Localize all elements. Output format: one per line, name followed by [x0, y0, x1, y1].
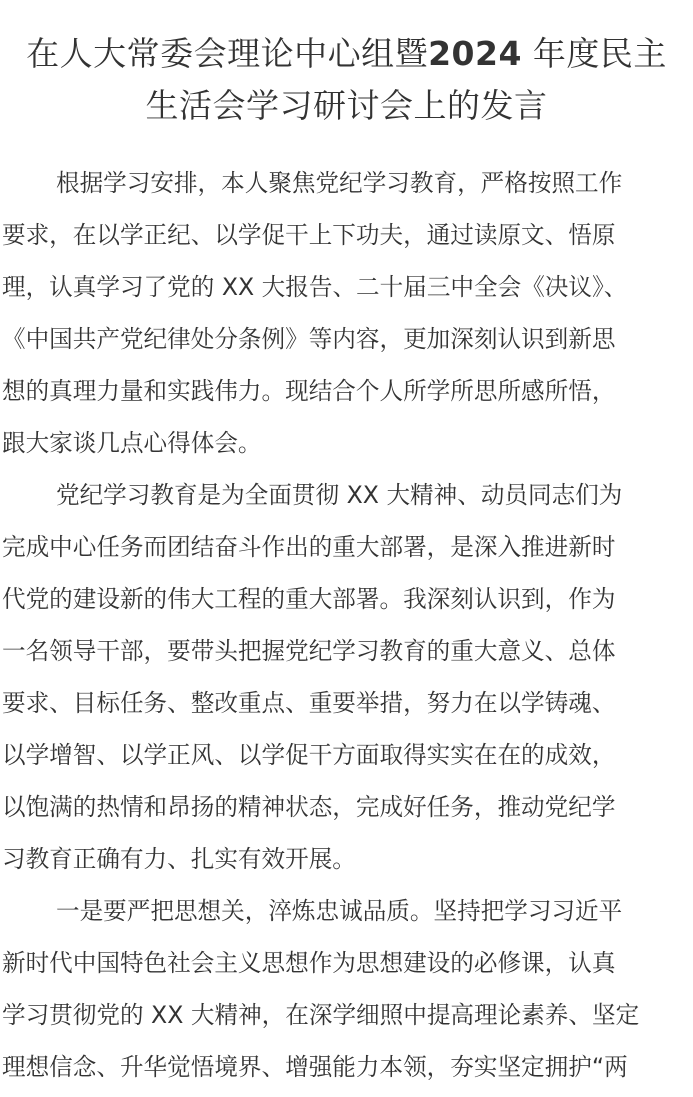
paragraph-line: 想的真理力量和实践伟力。现结合个人所学所思所感所悟， — [2, 377, 616, 405]
document-body — [2, 157, 692, 1093]
title-line-1-suffix: 年度民主 — [532, 34, 667, 73]
paragraph-line: 习教育正确有力、扎实有效开展。 — [2, 845, 356, 873]
paragraph-line: 以饱满的热情和昂扬的精神状态，完成好任务，推动党纪学 — [2, 793, 616, 821]
paragraph-line: 理，认真学习了党的 XX 大报告、二十届三中全会《决议》、 — [2, 273, 628, 301]
page-title — [0, 0, 693, 132]
paragraph-line: 学习贯彻党的 XX 大精神，在深学细照中提高理论素养、坚定 — [2, 1001, 640, 1029]
paragraph-line: 党纪学习教育是为全面贯彻 XX 大精神、动员同志们为 — [56, 481, 623, 509]
paragraph-line: 以学增智、以学正风、以学促干方面取得实实在在的成效， — [2, 741, 616, 769]
title-year: 2024 — [428, 34, 522, 73]
title-line-1-prefix: 在人大常委会理论中心组暨 — [26, 34, 429, 73]
paragraph-line: 完成中心任务而团结奋斗作出的重大部署，是深入推进新时 — [2, 533, 616, 561]
paragraph-3 — [2, 885, 692, 1093]
paragraph-line: 理想信念、升华觉悟境界、增强能力本领，夯实坚定拥护“两 — [2, 1053, 628, 1081]
paragraph-line: 根据学习安排，本人聚焦党纪学习教育，严格按照工作 — [56, 169, 623, 197]
paragraph-line: 一是要严把思想关，淬炼忠诚品质。坚持把学习习近平 — [56, 897, 623, 925]
paragraph-line: 跟大家谈几点心得体会。 — [2, 429, 262, 457]
paragraph-line: 《中国共产党纪律处分条例》等内容，更加深刻认识到新思 — [2, 325, 616, 353]
title-line-2: 生活会学习研讨会上的发言 — [145, 86, 548, 125]
paragraph-line: 一名领导干部，要带头把握党纪学习教育的重大意义、总体 — [2, 637, 616, 665]
paragraph-1 — [2, 157, 692, 469]
paragraph-line: 要求、目标任务、整改重点、重要举措，努力在以学铸魂、 — [2, 689, 616, 717]
paragraph-line: 要求，在以学正纪、以学促干上下功夫，通过读原文、悟原 — [2, 221, 616, 249]
title-line-1 — [0, 28, 693, 80]
paragraph-2 — [2, 469, 692, 885]
paragraph-line: 新时代中国特色社会主义思想作为思想建设的必修课，认真 — [2, 949, 616, 977]
paragraph-line: 代党的建设新的伟大工程的重大部署。我深刻认识到，作为 — [2, 585, 616, 613]
